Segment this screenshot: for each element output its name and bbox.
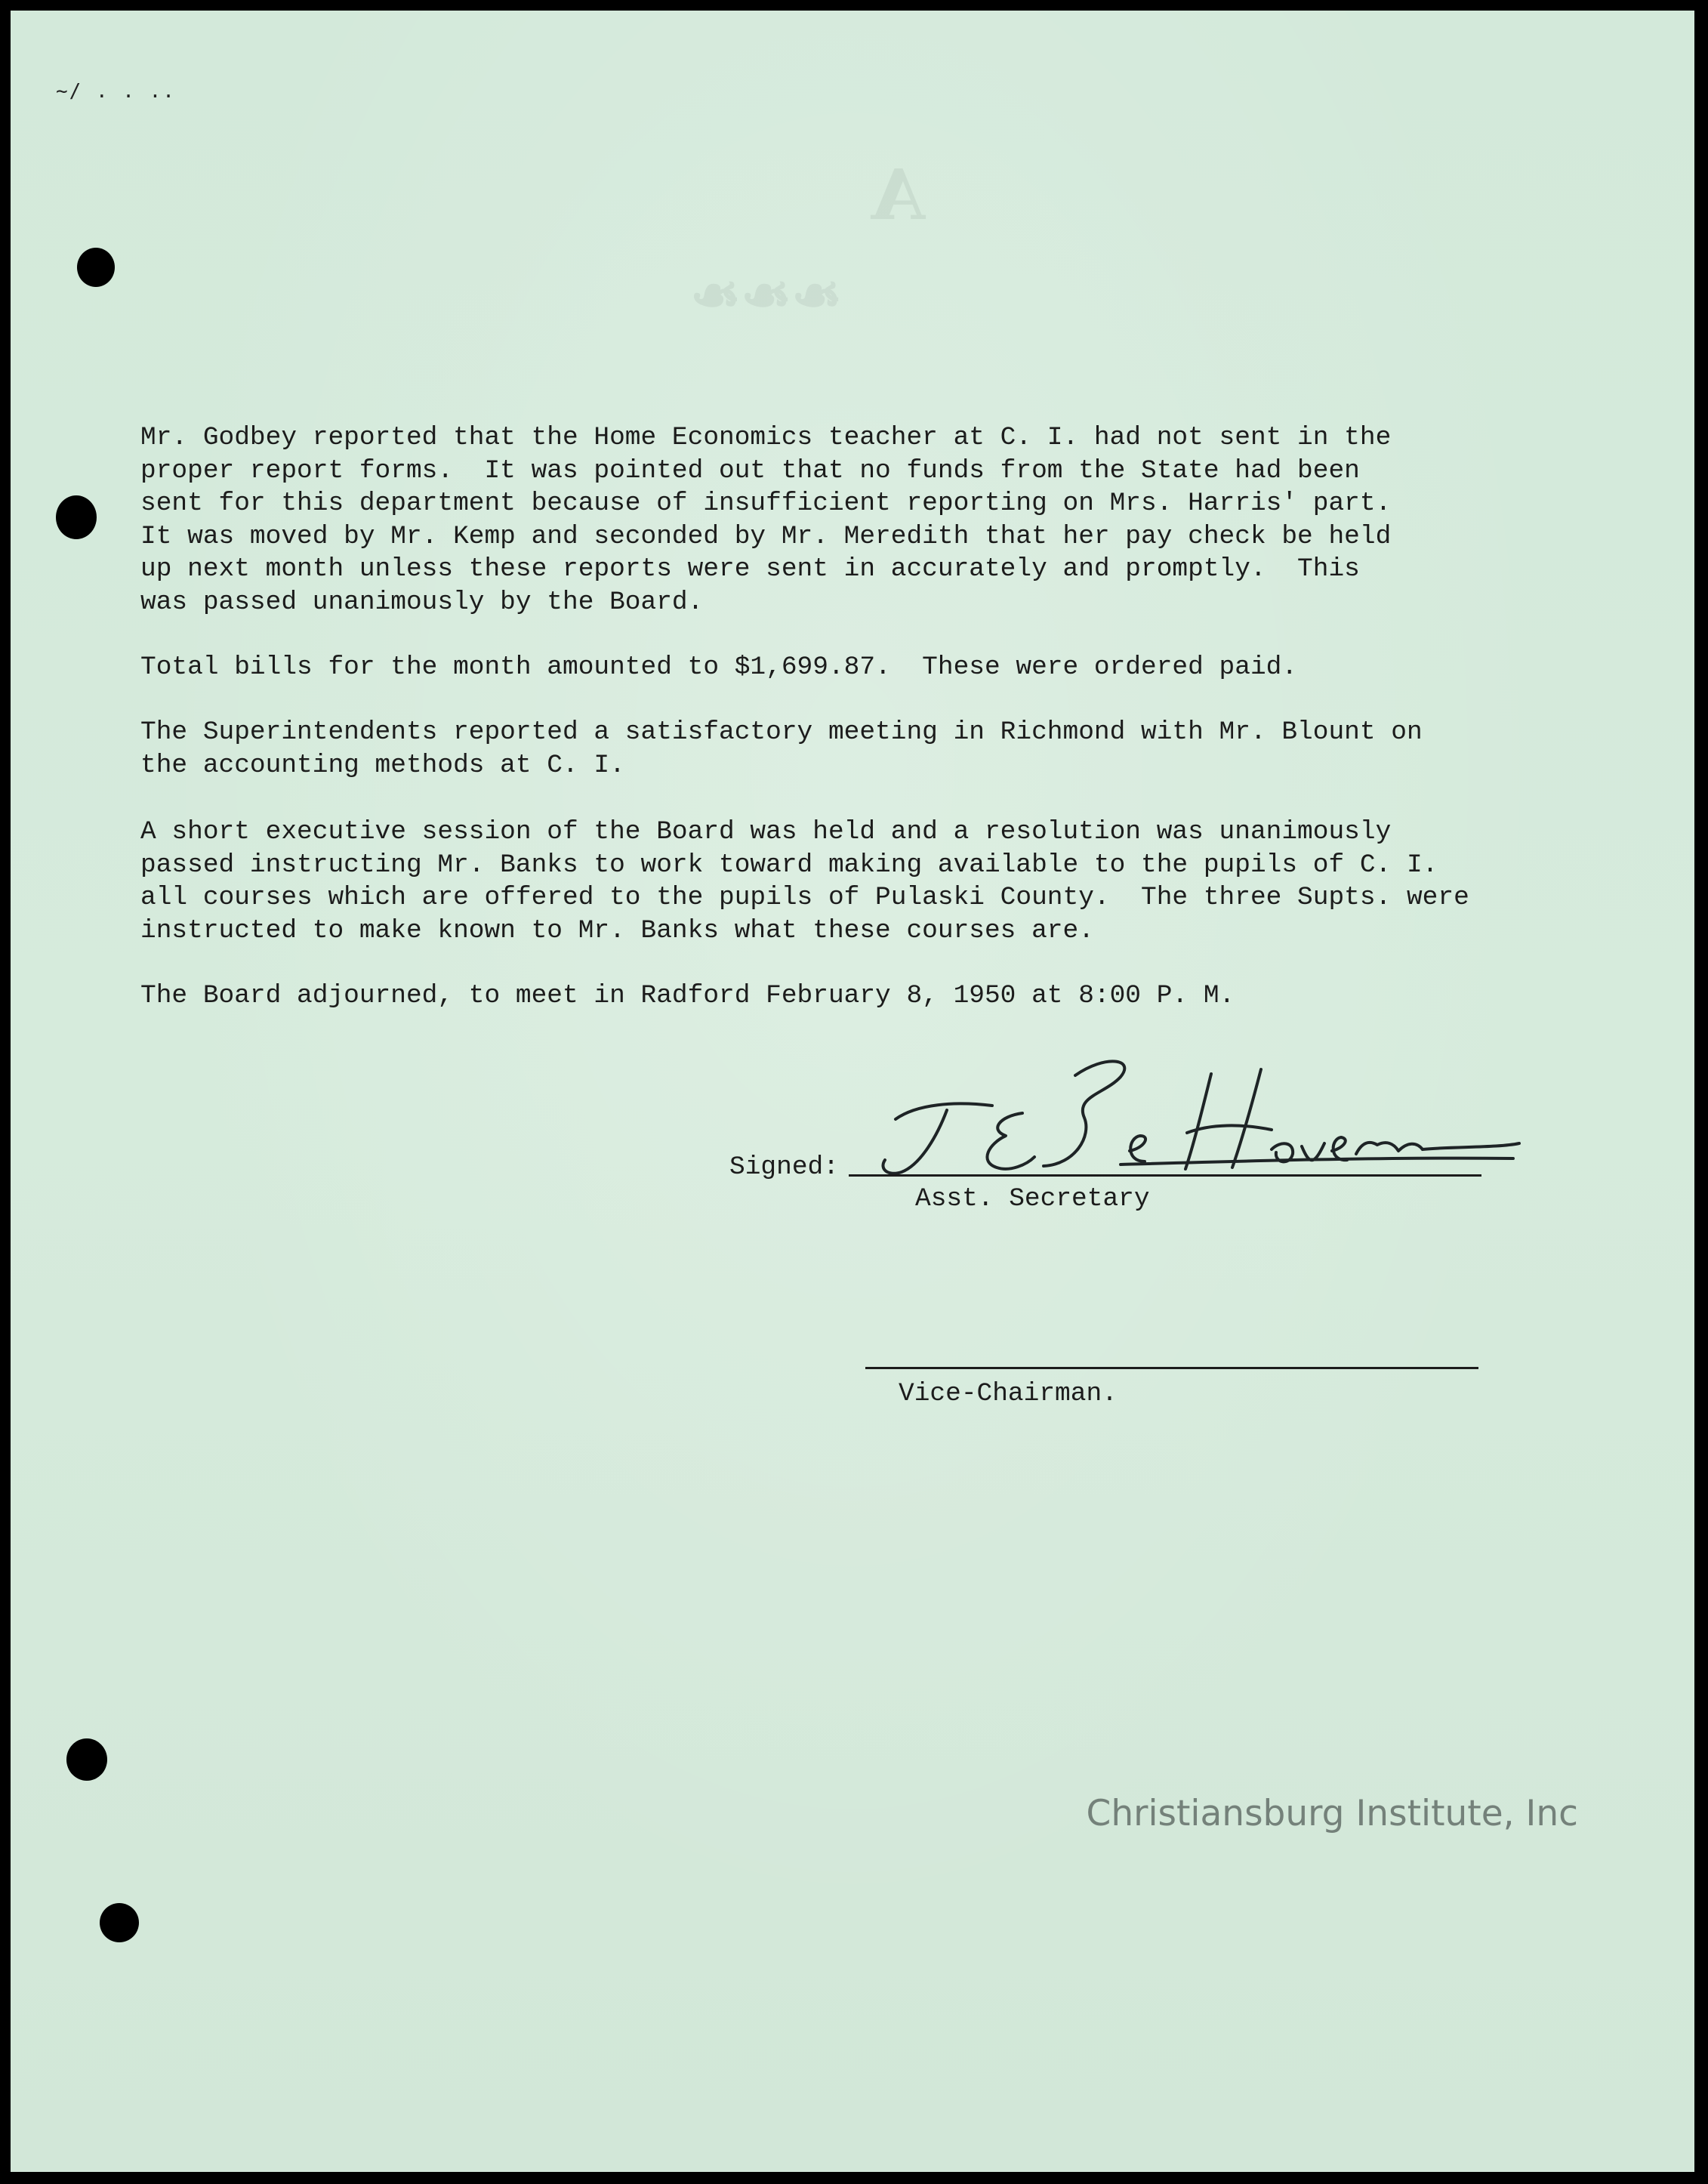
bleed-through-mark: ❧❧❧	[690, 260, 843, 331]
paragraph-total-bills: Total bills for the month amounted to $1,699.87. These were ordered paid.	[140, 652, 1298, 682]
handwritten-signature	[849, 1051, 1521, 1202]
punch-hole	[66, 1738, 107, 1781]
punch-hole	[77, 248, 115, 287]
second-role: Vice-Chairman.	[899, 1379, 1118, 1408]
paragraph-superintendents: The Superintendents reported a satisfactory meeting in Richmond with Mr. Blount on the accounting methods at C. I.	[140, 717, 1423, 780]
punch-hole	[56, 495, 97, 539]
paragraph-adjournment: The Board adjourned, to meet in Radford February 8, 1950 at 8:00 P. M.	[140, 981, 1235, 1010]
signer-role: Asst. Secretary	[915, 1184, 1150, 1214]
punch-hole	[100, 1903, 139, 1942]
corner-mark: ~/ . . ..	[56, 80, 176, 103]
vice-chairman-signature-line	[865, 1367, 1478, 1369]
archive-watermark: Christiansburg Institute, Inc	[1086, 1793, 1578, 1834]
bleed-through-mark: A	[871, 154, 926, 236]
paragraph-home-economics: Mr. Godbey reported that the Home Economics teacher at C. I. had not sent in the proper report forms. It was pointed out that no funds from the State had been sent for this department because of insufficient reporting on Mrs. Harris' part. It was moved by Mr. Kemp and seconded by Mr. Meredith that her pay check be held up next month unless these reports were sent in accurately and promptly. This was passed unanimously by the Board.	[140, 423, 1392, 617]
signature-line	[849, 1174, 1481, 1177]
signed-label: Signed:	[729, 1152, 839, 1182]
paper-sheet	[11, 11, 1694, 2172]
paragraph-executive-session: A short executive session of the Board was held and a resolution was unanimously passed instructing Mr. Banks to work toward making available to the pupils of C. I. all courses which are offered to the pupils of Pulaski County. The three Supts. were instructed to make known to Mr. Banks what these courses are.	[140, 817, 1469, 945]
